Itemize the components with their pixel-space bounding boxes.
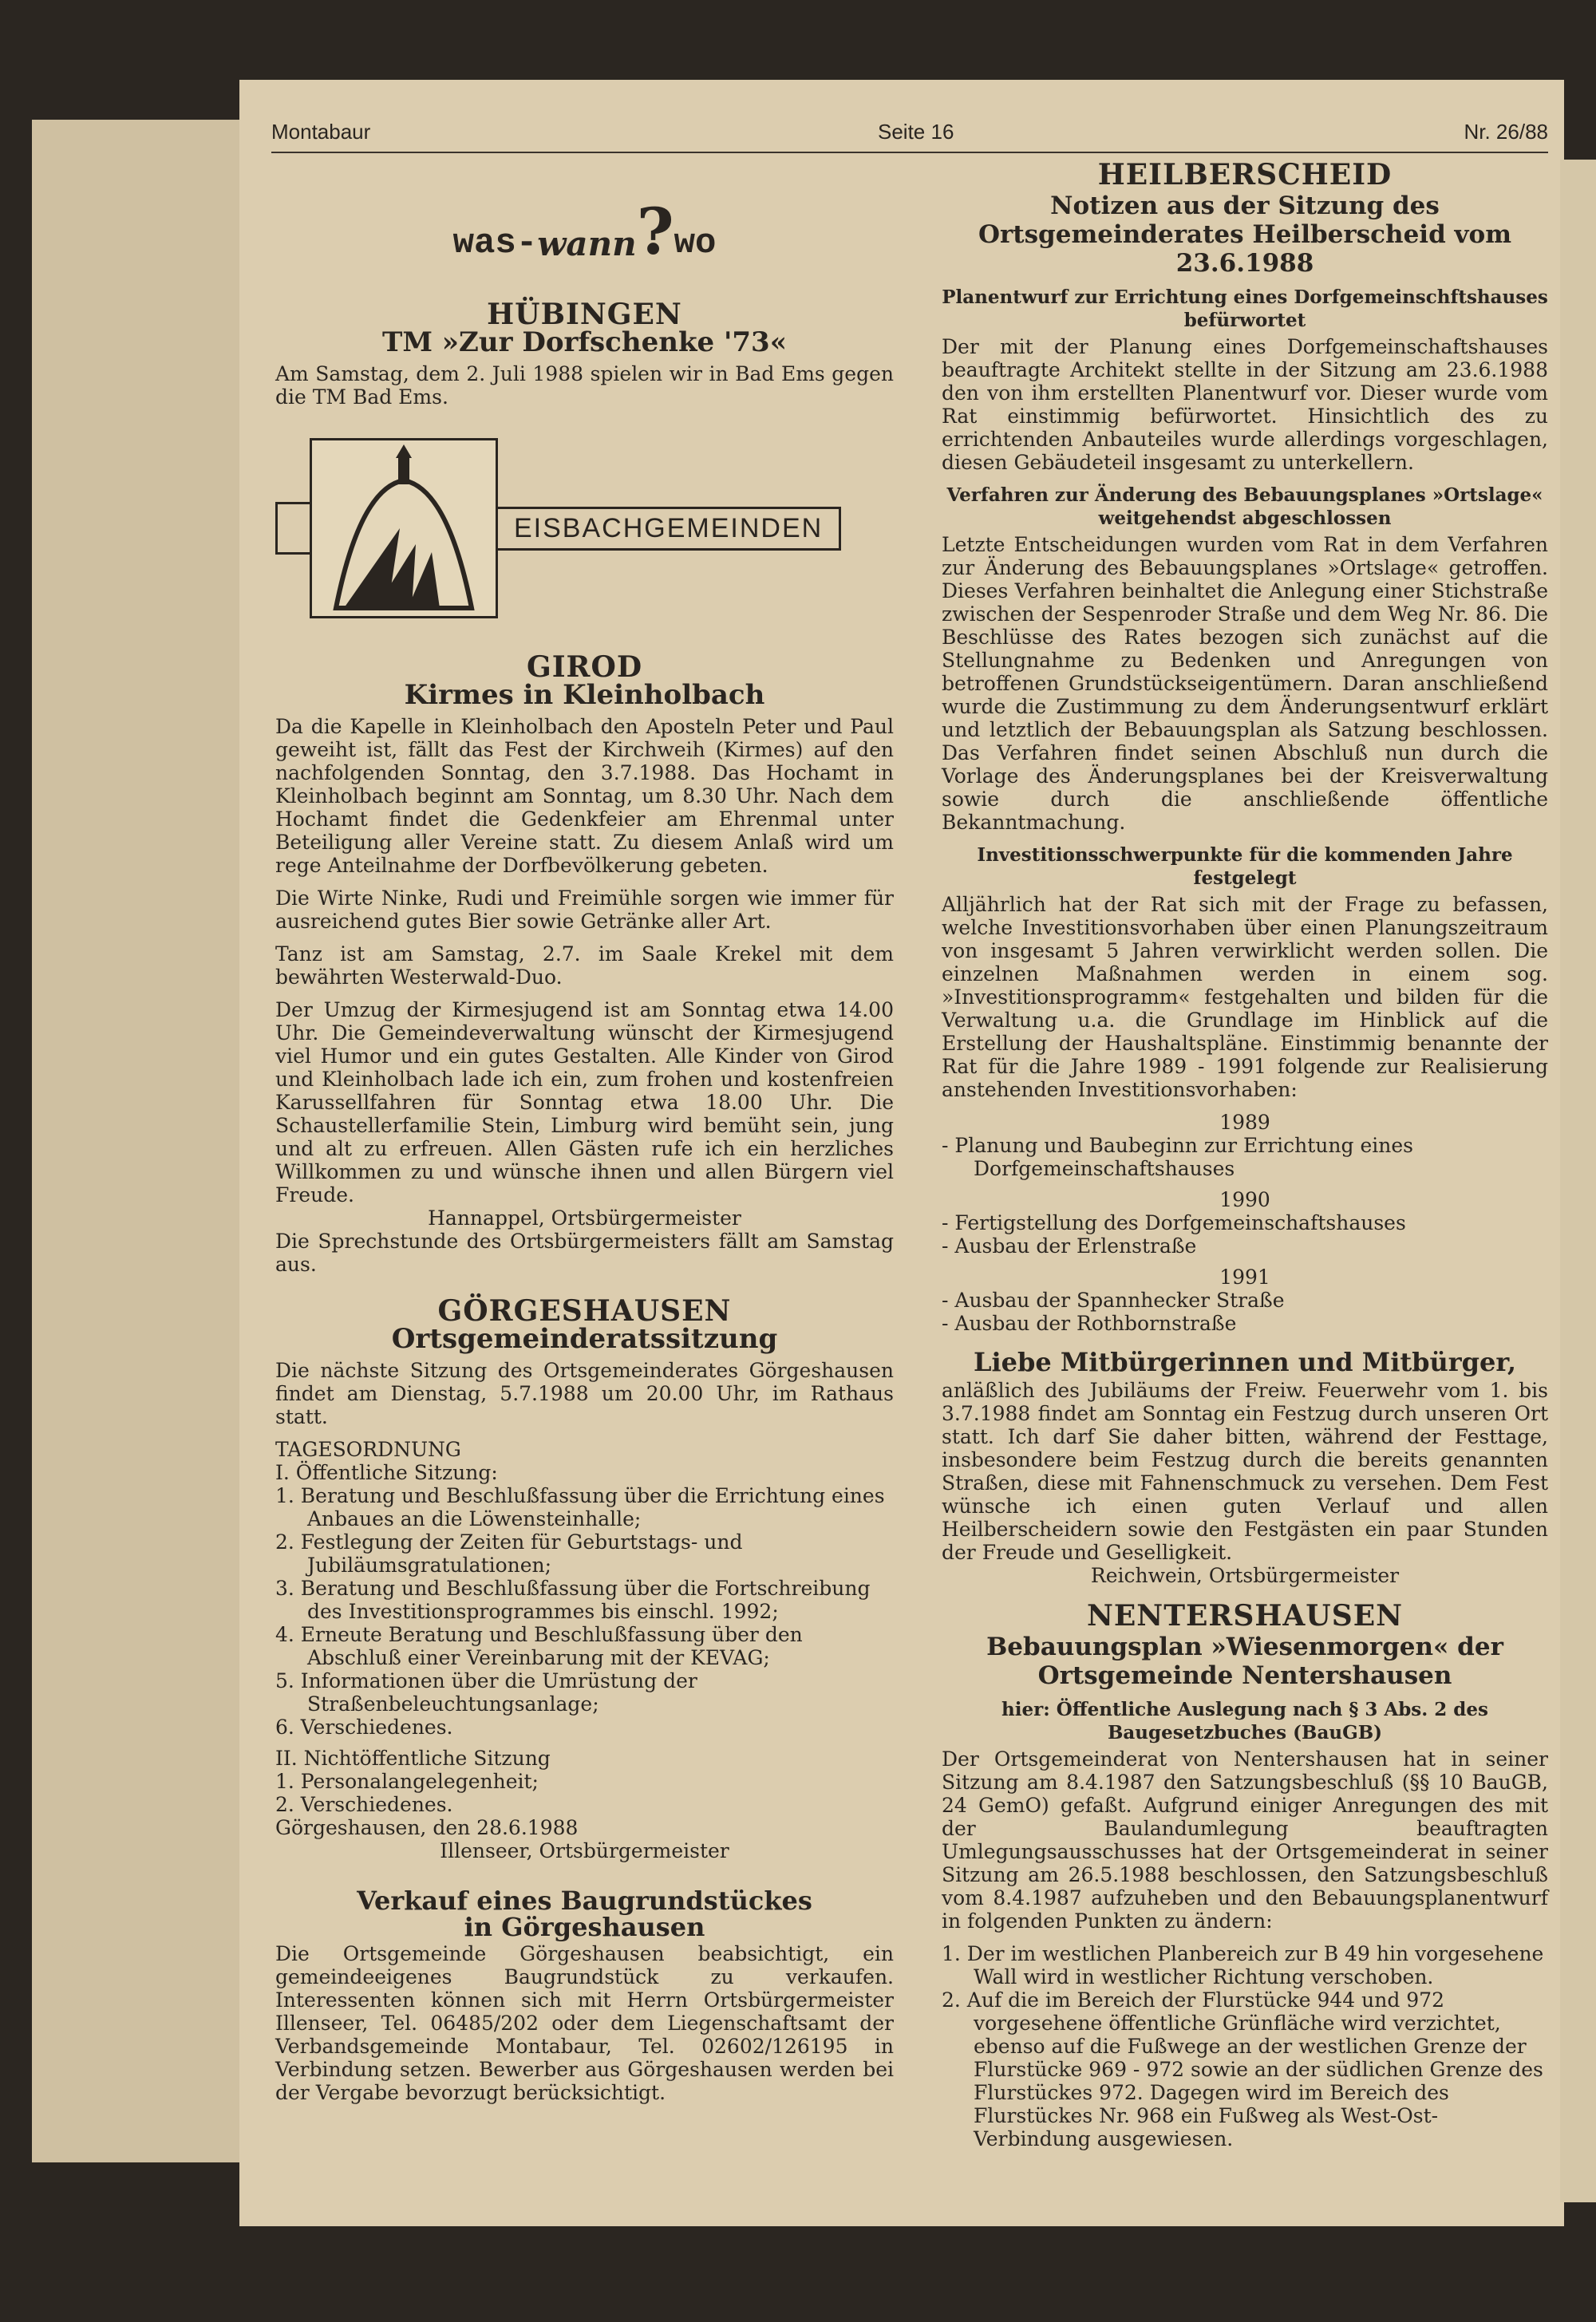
header-page-number: Seite 16	[878, 120, 954, 144]
was-wann-wo-logo	[275, 194, 894, 269]
eisbach-label: EISBACHGEMEINDEN	[498, 507, 841, 551]
agenda-title: TAGESORDNUNG	[275, 1438, 461, 1461]
list-item: - Planung und Baubeginn zur Errichtung eines Dorfgemeinschaftshauses	[942, 1134, 1413, 1180]
girod-town: GIROD	[526, 650, 643, 684]
agenda-private-title: II. Nichtöffentliche Sitzung	[275, 1747, 551, 1770]
greeting-title: Liebe Mitbürgerinnen und Mitbürger,	[973, 1347, 1517, 1377]
list-item: 3. Beratung und Beschlußfassung über die Fortschreibung des Investitionsprogrammes bis einschl. 1992;	[275, 1577, 871, 1623]
page-header	[271, 120, 1548, 152]
nentershausen-town: NENTERSHAUSEN	[1086, 1599, 1404, 1633]
list-item: 5. Informationen über die Umrüstung der Straßenbeleuchtungsanlage;	[275, 1669, 697, 1716]
header-place: Montabaur	[271, 120, 371, 144]
nentershausen-sub: hier: Öffentliche Auslegung nach § 3 Abs. 2 des Baugesetzbuches (BauGB)	[1001, 1699, 1488, 1743]
book-page-stack	[32, 120, 239, 2162]
agenda-public-title: I. Öffentliche Sitzung:	[275, 1461, 498, 1484]
adjacent-page-edge	[1560, 160, 1596, 2202]
banner-left-tab	[275, 502, 310, 555]
heilberscheid-s2-title: Verfahren zur Änderung des Bebauungsplanes »Ortslage« weitgehendst abgeschlossen	[946, 484, 1543, 529]
goergeshausen-title: Ortsgemeinderatssitzung	[391, 1323, 778, 1355]
list-item: 2. Festlegung der Zeiten für Geburtstags- und Jubiläumsgratulationen;	[275, 1530, 743, 1577]
left-column	[275, 192, 894, 2114]
huebingen-town: HÜBINGEN	[487, 298, 682, 331]
heilberscheid-s1-text: Der mit der Planung eines Dorfgemeinschaftshauses beauftragte Architekt stellte in der Sitzung am 23.6.1988 den von ihm erstellten Planentwurf vor. Dieser wurde vom Rat einstimmig befürwortet. Hinsichtlich des zu errichtenden Anbauteiles wurde allerdings vorgeschlagen, diesen Gebäudeteil insgesamt zu unterkellern.	[942, 335, 1548, 474]
greeting-signature: Reichwein, Ortsbürgermeister	[1090, 1564, 1400, 1587]
right-column	[942, 156, 1548, 2158]
list-1990	[942, 1211, 1548, 1258]
nentershausen-title: Bebauungsplan »Wiesenmorgen« der Ortsgemeinde Nentershausen	[986, 1633, 1503, 1690]
list-item: 1. Beratung und Beschlußfassung über die Errichtung eines Anbaues an die Löwensteinhalle;	[275, 1484, 885, 1530]
header-issue: Nr. 26/88	[1464, 120, 1548, 144]
church-hill-icon	[310, 438, 498, 618]
list-item: - Ausbau der Erlenstraße	[942, 1234, 1197, 1258]
huebingen-title: TM »Zur Dorfschenke '73«	[382, 326, 787, 358]
heilberscheid-s3-text: Alljährlich hat der Rat sich mit der Frage zu befassen, welche Investitionsvorhaben über einen Planungszeitraum von insgesamt 5 Jahren verwirklicht werden sollen. Die einzelnen Maßnahmen werden in einem sog. »Investitionsprogramm« festgehalten und bilden für die Verwaltung u.a. die Grundlage im Hinblick auf die Erstellung der Haushaltspläne. Einstimmig benannte der Rat für die Jahre 1989 - 1991 folgende zur Realisierung anstehenden Investitionsvorhaben:	[942, 893, 1548, 1101]
heilberscheid-s3-title: Investitionsschwerpunkte für die kommenden Jahre festgelegt	[977, 844, 1513, 889]
girod-p1: Da die Kapelle in Kleinholbach den Aposteln Peter und Paul geweiht ist, fällt das Fest der Kirchweih (Kirmes) auf den nachfolgenden Sonntag, den 3.7.1988. Das Hochamt in Kleinholbach beginnt am Sonntag, um 8.30 Uhr. Nach dem Hochamt findet die Gedenkfeier am Ehrenmal unter Beteiligung aller Vereine statt. Zu diesem Anlaß wird um rege Anteilnahme der Dorfbevölkerung gebeten.	[275, 715, 894, 877]
nentershausen-text: Der Ortsgemeinderat von Nentershausen hat in seiner Sitzung am 8.4.1987 den Satzungsbeschluß (§§ 10 BauGB, 24 GemO) gefaßt. Aufgrund einiger Anregungen des mit der Baulandumlegung beauftragten Umlegungsausschusses hat der Ortsgemeinderat in seiner Sitzung am 26.5.1988 beschlossen, den Satzungsbeschluß vom 8.4.1987 aufzuheben und den Bebauungsplanentwurf in folgenden Punkten zu ändern:	[942, 1747, 1548, 1933]
girod-title: Kirmes in Kleinholbach	[404, 679, 765, 711]
goergeshausen-date: Görgeshausen, den 28.6.1988	[275, 1816, 579, 1839]
list-item: - Ausbau der Rothbornstraße	[942, 1312, 1237, 1335]
girod-p3: Tanz ist am Samstag, 2.7. im Saale Krekel mit dem bewährten Westerwald-Duo.	[275, 942, 894, 989]
girod-p4: Der Umzug der Kirmesjugend ist am Sonntag etwa 14.00 Uhr. Die Gemeindeverwaltung wünscht der Kirmesjugend viel Humor und ein gutes Gestalten. Alle Kinder von Girod und Kleinholbach lade ich ein, zum frohen und kostenfreien Karussellfahren für Sonntag etwa 18.00 Uhr. Die Schaustellerfamilie Stein, Limburg wird bemüht sein, jung und alt zu erfreuen. Allen Gästen rufe ich ein herzliches Willkommen zu und wünsche ihnen und allen Bürgern viel Freude.	[275, 998, 894, 1206]
logo-question-mark: ?	[636, 194, 674, 269]
greeting-text: anläßlich des Jubiläums der Freiw. Feuerwehr vom 1. bis 3.7.1988 findet am Sonntag ein Festzug durch unseren Ort statt. Ich darf Sie daher bitten, während der Festtage, insbesondere beim Festzug durch die bereits genannten Straßen, diese mit Fahnenschmuck zu versehen. Dem Fest wünsche ich einen guten Verlauf und allen Heilberscheidern sowie den Festgästen ein paar Stunden der Freude und Geselligkeit.	[942, 1379, 1548, 1564]
goergeshausen-signature: Illenseer, Ortsbürgermeister	[440, 1839, 729, 1862]
list-item: 6. Verschiedenes.	[275, 1716, 453, 1739]
huebingen-text: Am Samstag, dem 2. Juli 1988 spielen wir in Bad Ems gegen die TM Bad Ems.	[275, 362, 894, 409]
logo-part-was: was-	[452, 223, 538, 263]
list-1991	[942, 1289, 1548, 1335]
year-1990: 1990	[1219, 1188, 1270, 1211]
list-item: 1. Der im westlichen Planbereich zur B 49 hin vorgesehene Wall wird in westlicher Richtung verschoben.	[942, 1942, 1544, 1988]
list-item: 2. Auf die im Bereich der Flurstücke 944 und 972 vorgesehene öffentliche Grünfläche wird verzichtet, ebenso auf die Fußwege an der westlichen Grenze der Flurstücke 969 - 972 sowie an der südlichen Grenze des Flurstückes 972. Dagegen wird im Bereich des Flurstückes Nr. 968 ein Fußweg als West-Ost-Verbindung ausgewiesen.	[942, 1988, 1543, 2150]
girod-p5: Die Sprechstunde des Ortsbürgermeisters fällt am Samstag aus.	[275, 1230, 894, 1276]
agenda-private-list	[275, 1770, 894, 1816]
sale-title-1: Verkauf eines Baugrundstückes	[357, 1886, 812, 1916]
list-item: - Fertigstellung des Dorfgemeinschaftshauses	[942, 1211, 1406, 1234]
eisbach-banner	[275, 432, 894, 624]
list-item: - Ausbau der Spannhecker Straße	[942, 1289, 1285, 1312]
header-rule	[271, 152, 1548, 153]
goergeshausen-town: GÖRGESHAUSEN	[437, 1294, 732, 1328]
logo-part-wo: wo	[674, 223, 717, 263]
list-item: 2. Verschiedenes.	[275, 1793, 453, 1816]
heilberscheid-s2-text: Letzte Entscheidungen wurden vom Rat in dem Verfahren zur Änderung des Bebauungsplanes »Ortslage« getroffen. Dieses Verfahren beinhaltet die Anlegung einer Stichstraße zwischen der Sespenroder Straße und dem Weg Nr. 86. Die Beschlüsse des Rates bezogen sich zunächst auf die Stellungnahme zu Bedenken und Anregungen von betroffenen Grundstückseigentümern. Daran anschließend wurde die Zustimmung zu dem Änderungsentwurf erklärt und letztlich der Bebauungsplan als Satzung beschlossen. Das Verfahren findet seinen Abschluß nun durch die Vorlage des Änderungsplanes bei der Kreisverwaltung sowie durch die anschließende öffentliche Bekanntmachung.	[942, 533, 1548, 834]
goergeshausen-intro: Die nächste Sitzung des Ortsgemeinderates Görgeshausen findet am Dienstag, 5.7.1988 um 20.00 Uhr, im Rathaus statt.	[275, 1359, 894, 1428]
list-1989	[942, 1134, 1548, 1180]
sale-text: Die Ortsgemeinde Görgeshausen beabsichtigt, ein gemeindeeigenes Baugrundstück zu verkaufen. Interessenten können sich mit Herrn Ortsbürgermeister Illenseer, Tel. 06485/202 oder dem Liegenschaftsamt der Verbandsgemeinde Montabaur, Tel. 02602/126195 in Verbindung setzen. Bewerber aus Görgeshausen werden bei der Vergabe bevorzugt berücksichtigt.	[275, 1942, 894, 2104]
logo-part-wann: wann	[537, 224, 637, 263]
heilberscheid-s1-title: Planentwurf zur Errichtung eines Dorfgemeinschftshauses befürwortet	[942, 286, 1548, 331]
girod-signature: Hannappel, Ortsbürgermeister	[428, 1206, 741, 1230]
list-item: 4. Erneute Beratung und Beschlußfassung über den Abschluß einer Vereinbarung mit der KEVAG;	[275, 1623, 803, 1669]
list-item: 1. Personalangelegenheit;	[275, 1770, 539, 1793]
heilberscheid-title: Notizen aus der Sitzung des Ortsgemeinderates Heilberscheid vom 23.6.1988	[978, 192, 1512, 278]
agenda-public-list	[275, 1484, 894, 1739]
girod-p2: Die Wirte Ninke, Rudi und Freimühle sorgen wie immer für ausreichend gutes Bier sowie Getränke aller Art.	[275, 887, 894, 933]
year-1989: 1989	[1219, 1111, 1270, 1134]
year-1991: 1991	[1219, 1266, 1270, 1289]
nentershausen-list	[942, 1942, 1548, 2150]
heilberscheid-town: HEILBERSCHEID	[1097, 158, 1393, 192]
sale-title-2: in Görgeshausen	[464, 1912, 705, 1942]
